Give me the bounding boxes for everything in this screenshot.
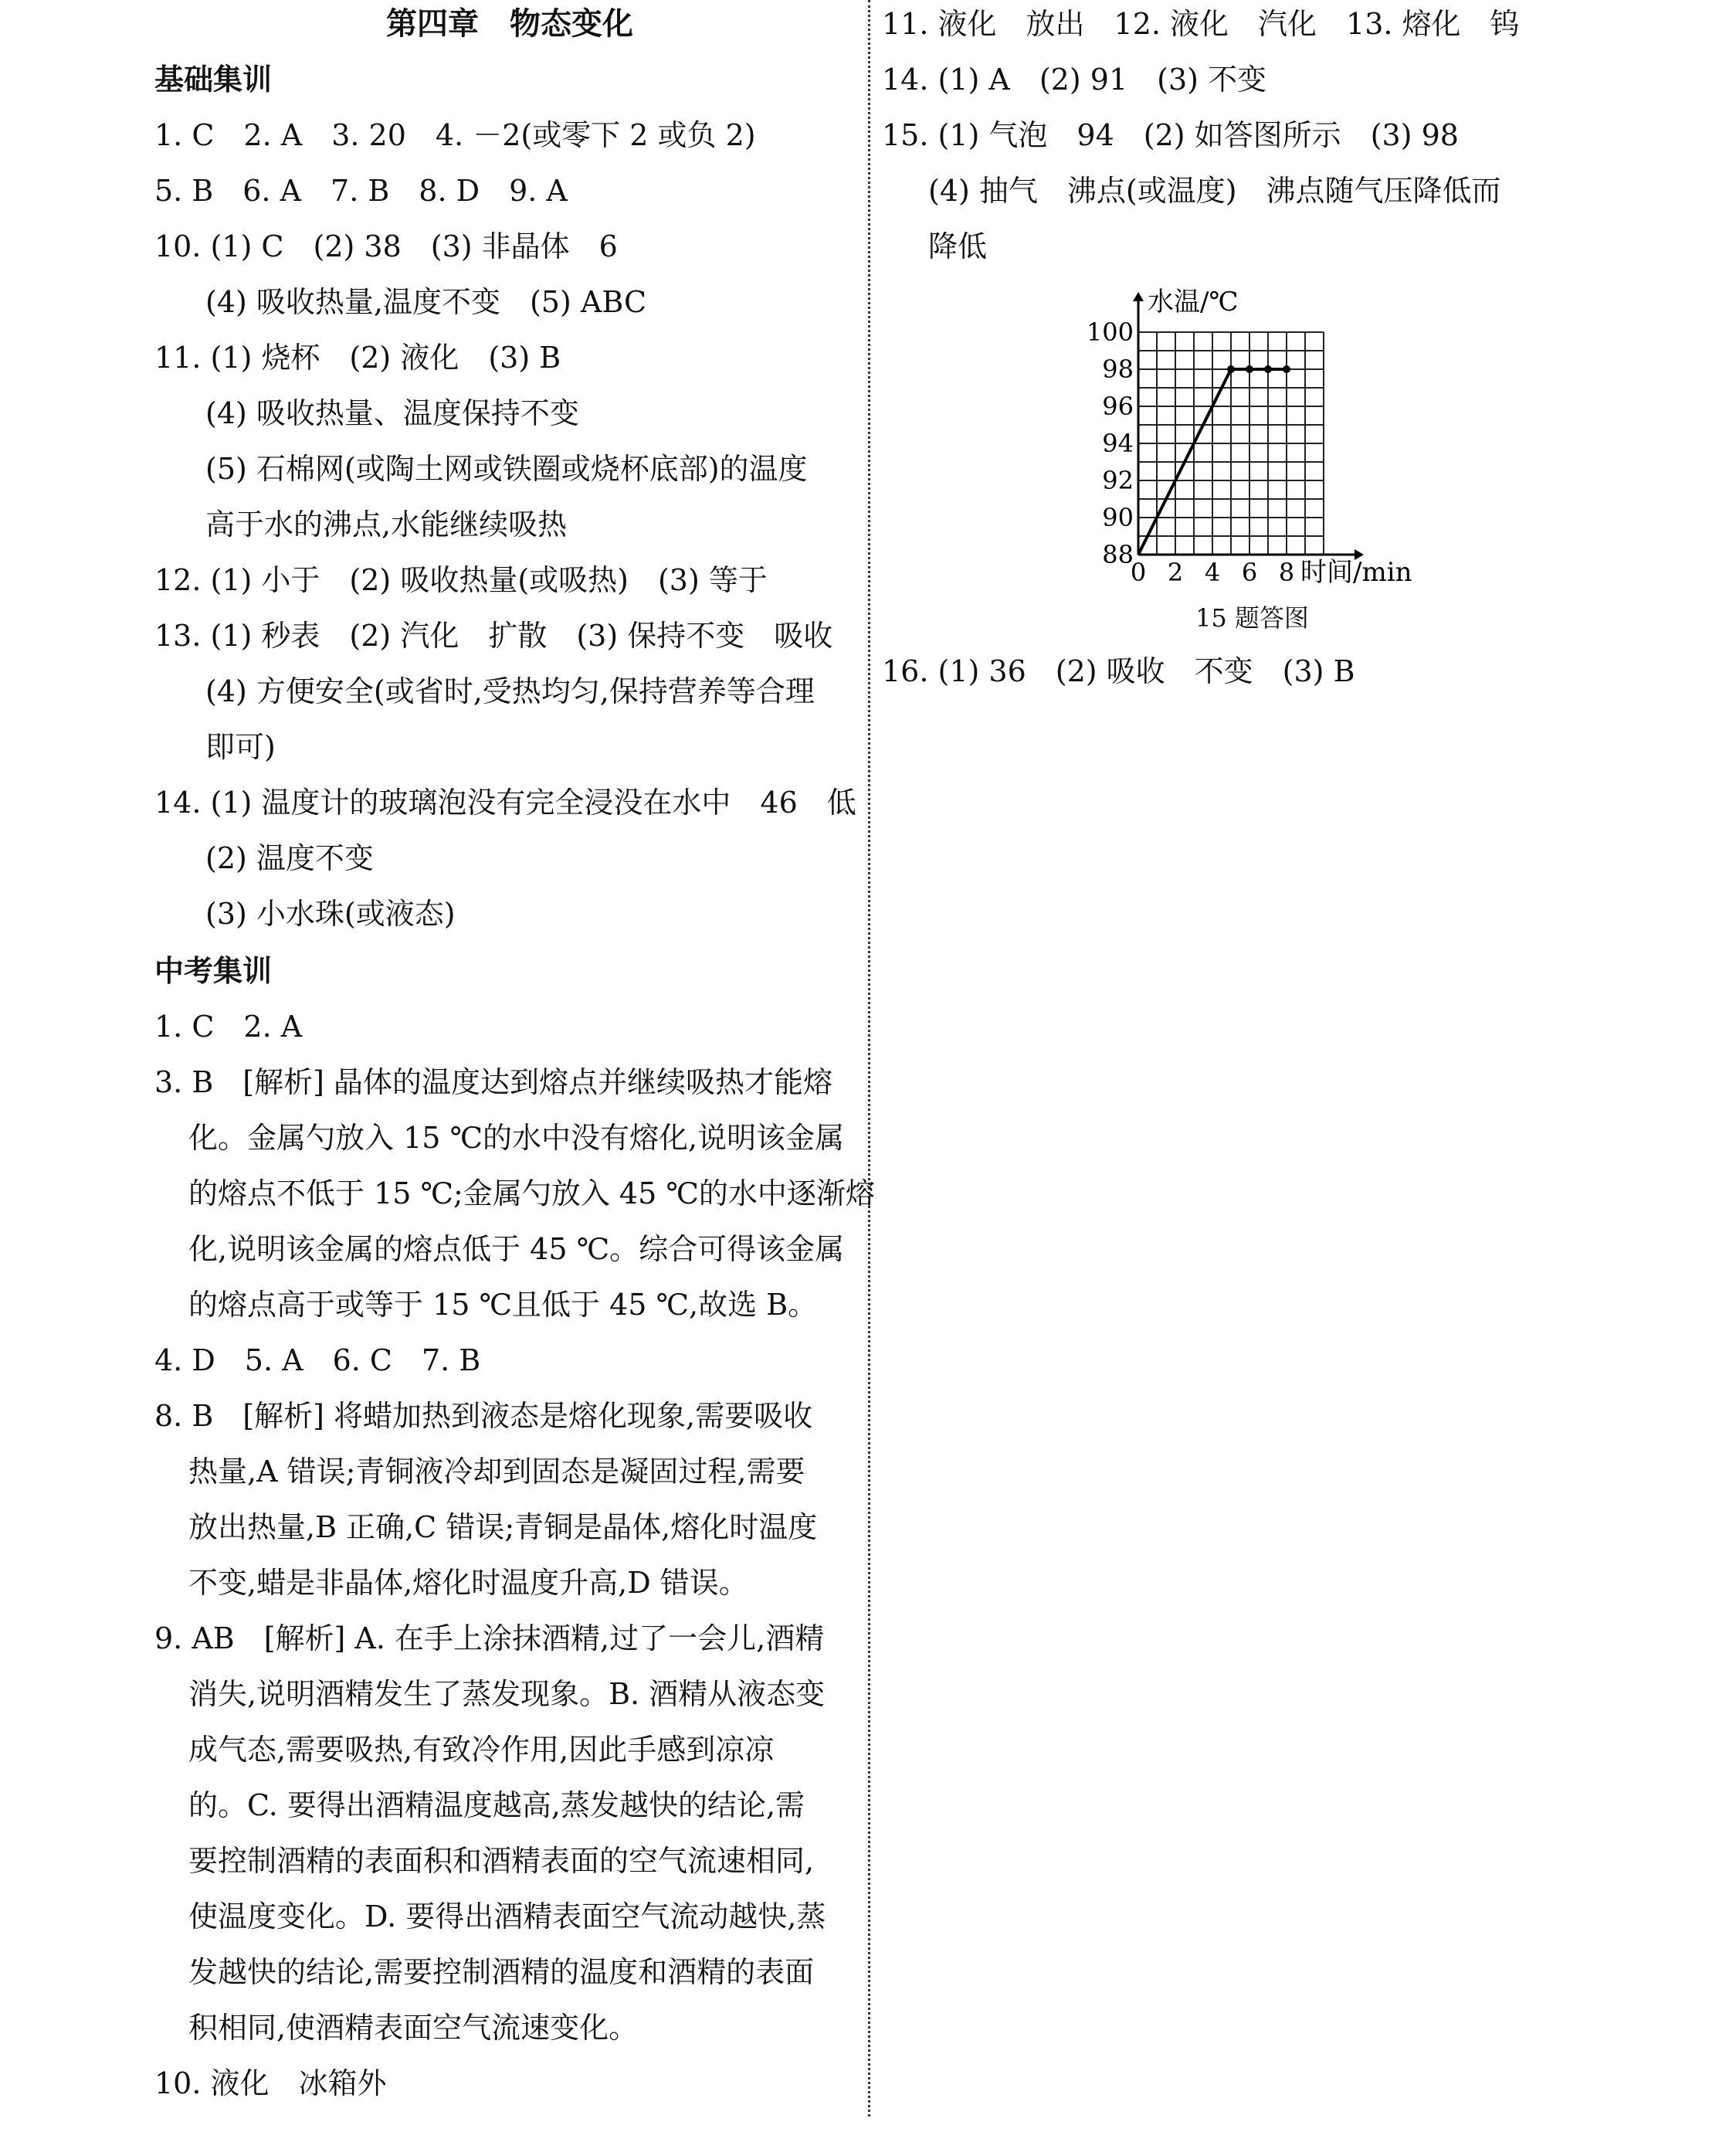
answer-line: 13. (1) 秒表 (2) 汽化 扩散 (3) 保持不变 吸收 bbox=[154, 619, 833, 653]
y-tick-label: 100 bbox=[1086, 317, 1134, 347]
answer-line: 的熔点高于或等于 15 ℃且低于 45 ℃,故选 B。 bbox=[188, 1288, 818, 1322]
answer-line: 1. C 2. A 3. 20 4. －2(或零下 2 或负 2) bbox=[154, 118, 756, 152]
section-heading-exam: 中考集训 bbox=[154, 954, 273, 988]
answer-line: 热量,A 错误;青铜液冷却到固态是凝固过程,需要 bbox=[188, 1455, 805, 1489]
answer-line: 16. (1) 36 (2) 吸收 不变 (3) B bbox=[882, 654, 1355, 688]
data-point bbox=[1264, 365, 1272, 373]
answer-line: 的。C. 要得出酒精温度越高,蒸发越快的结论,需 bbox=[188, 1788, 805, 1822]
answer-line: 10. (1) C (2) 38 (3) 非晶体 6 bbox=[154, 229, 618, 263]
answer-line: (5) 石棉网(或陶土网或铁圈或烧杯底部)的温度 bbox=[205, 452, 808, 486]
answer-line: (2) 温度不变 bbox=[205, 841, 374, 875]
answer-line: 5. B 6. A 7. B 8. D 9. A bbox=[154, 174, 568, 208]
answer-line: (4) 吸收热量,温度不变 (5) ABC bbox=[205, 285, 647, 319]
data-point bbox=[1246, 365, 1253, 373]
answer-line: 化,说明该金属的熔点低于 45 ℃。综合可得该金属 bbox=[188, 1232, 845, 1266]
answer-line: (3) 小水珠(或液态) bbox=[205, 897, 456, 931]
y-axis-arrow bbox=[1133, 292, 1144, 301]
x-axis-label: 时间/min bbox=[1300, 557, 1412, 588]
y-tick-label: 92 bbox=[1102, 466, 1134, 495]
chapter-title: 第四章 物态变化 bbox=[386, 5, 633, 42]
data-point bbox=[1227, 365, 1235, 373]
answer-line: 14. (1) 温度计的玻璃泡没有完全浸没在水中 46 低 bbox=[154, 786, 856, 820]
answer-line: 化。金属勺放入 15 ℃的水中没有熔化,说明该金属 bbox=[188, 1121, 845, 1155]
answer-line: (4) 方便安全(或省时,受热均匀,保持营养等合理 bbox=[205, 674, 815, 708]
answer-line: 不变,蜡是非晶体,熔化时温度升高,D 错误。 bbox=[188, 1566, 748, 1600]
answer-line: 的熔点不低于 15 ℃;金属勺放入 45 ℃的水中逐渐熔 bbox=[188, 1176, 875, 1210]
x-tick-label: 4 bbox=[1204, 558, 1221, 587]
answer-line: (4) 抽气 沸点(或温度) 沸点随气压降低而 bbox=[928, 174, 1501, 208]
answer-line: 积相同,使酒精表面空气流速变化。 bbox=[188, 2011, 639, 2045]
answer-line: 10. 液化 冰箱外 bbox=[154, 2066, 387, 2100]
answer-line: 8. B [解析] 将蜡加热到液态是熔化现象,需要吸收 bbox=[154, 1399, 813, 1433]
y-tick-label: 96 bbox=[1102, 392, 1134, 421]
answer-line: 放出热量,B 正确,C 错误;青铜是晶体,熔化时温度 bbox=[188, 1510, 818, 1544]
chart-caption: 15 题答图 bbox=[1195, 603, 1309, 633]
y-tick-label: 98 bbox=[1102, 355, 1134, 384]
x-tick-label: 2 bbox=[1167, 558, 1184, 587]
answer-line: 发越快的结论,需要控制酒精的温度和酒精的表面 bbox=[188, 1955, 815, 1989]
answer-line: 3. B [解析] 晶体的温度达到熔点并继续吸热才能熔 bbox=[154, 1065, 832, 1099]
temperature-time-chart bbox=[1081, 284, 1467, 593]
answer-line: 即可) bbox=[205, 730, 276, 764]
answer-line: 使温度变化。D. 要得出酒精表面空气流动越快,蒸 bbox=[188, 1899, 826, 1933]
y-axis-label: 水温/℃ bbox=[1148, 287, 1239, 317]
answer-line: 成气态,需要吸热,有致冷作用,因此手感到凉凉 bbox=[188, 1733, 775, 1767]
y-tick-label: 88 bbox=[1102, 540, 1134, 569]
answer-line: 4. D 5. A 6. C 7. B bbox=[154, 1343, 481, 1377]
answer-line: 9. AB [解析] A. 在手上涂抹酒精,过了一会儿,酒精 bbox=[154, 1621, 825, 1655]
section-heading-basic: 基础集训 bbox=[154, 63, 273, 97]
x-tick-label: 6 bbox=[1241, 558, 1258, 587]
x-tick-label: 8 bbox=[1278, 558, 1295, 587]
answer-line: 要控制酒精的表面积和酒精表面的空气流速相同, bbox=[188, 1844, 815, 1878]
answer-line: 11. 液化 放出 12. 液化 汽化 13. 熔化 钨 bbox=[882, 7, 1520, 41]
data-point bbox=[1283, 365, 1290, 373]
answer-line: (4) 吸收热量、温度保持不变 bbox=[205, 396, 579, 430]
answer-line: 降低 bbox=[928, 229, 988, 263]
answer-line: 1. C 2. A bbox=[154, 1010, 303, 1044]
answer-line: 高于水的沸点,水能继续吸热 bbox=[205, 508, 568, 541]
answer-line: 消失,说明酒精发生了蒸发现象。B. 酒精从液态变 bbox=[188, 1677, 826, 1711]
answer-line: 15. (1) 气泡 94 (2) 如答图所示 (3) 98 bbox=[882, 118, 1459, 152]
x-tick-label: 0 bbox=[1130, 558, 1147, 587]
answer-line: 12. (1) 小于 (2) 吸收热量(或吸热) (3) 等于 bbox=[154, 563, 768, 597]
y-tick-label: 94 bbox=[1102, 429, 1134, 458]
answer-line: 11. (1) 烧杯 (2) 液化 (3) B bbox=[154, 341, 561, 375]
column-divider bbox=[868, 0, 870, 2117]
answer-line: 14. (1) A (2) 91 (3) 不变 bbox=[882, 63, 1267, 97]
y-tick-label: 90 bbox=[1102, 503, 1134, 532]
